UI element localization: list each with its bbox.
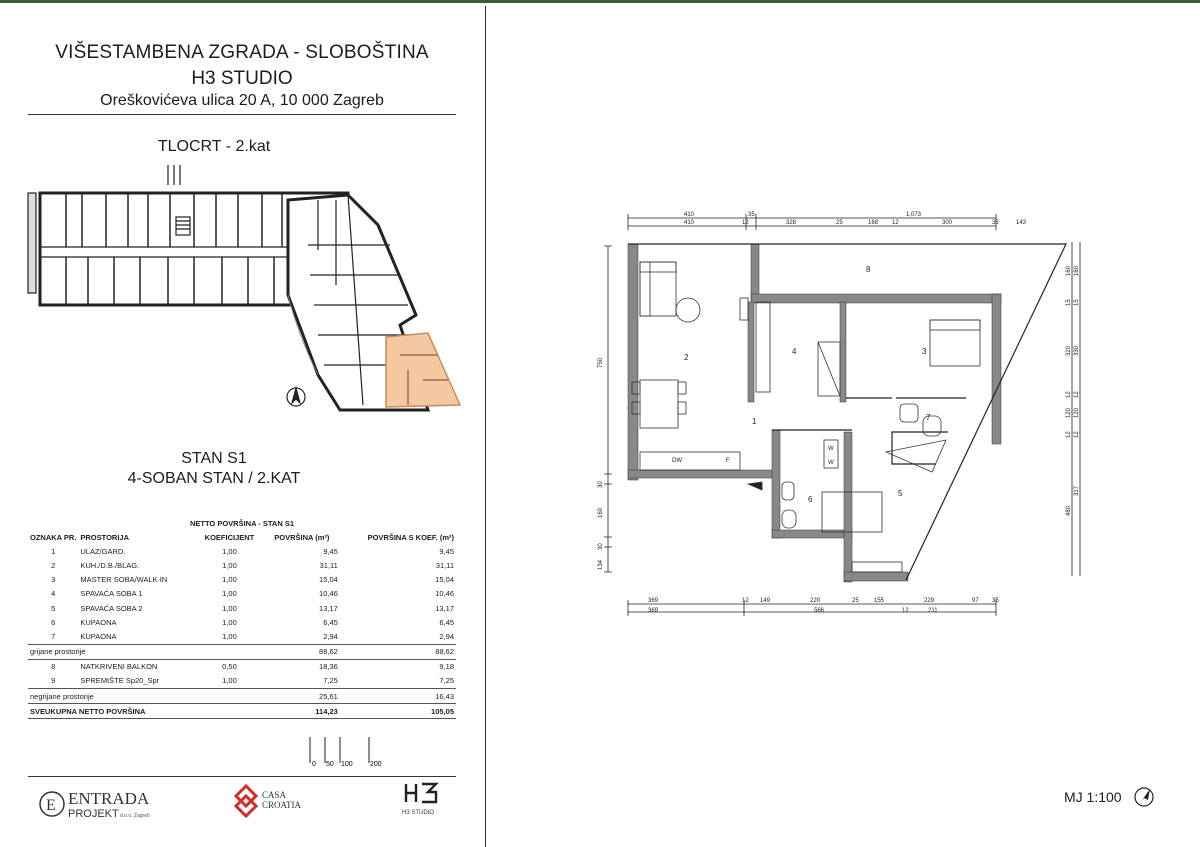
dim-label: 317 — [1074, 485, 1080, 496]
area-table — [28, 516, 456, 719]
table-row — [28, 674, 456, 689]
subtotal-row — [28, 689, 456, 704]
dim-label: 30 — [598, 543, 604, 550]
dim-label: 15 — [1074, 299, 1080, 306]
footer-rule — [28, 776, 456, 777]
row-number: 8 — [51, 662, 56, 672]
dim-label: 369 — [648, 608, 659, 614]
h3-text: H3 STUDIO — [402, 810, 435, 816]
area-value: 31,11 — [319, 560, 338, 570]
room-2-label: 2 — [684, 353, 689, 362]
room-name: KUH./D.B./BLAG. — [80, 560, 140, 570]
row-number: 6 — [51, 617, 56, 627]
h3-studio-logo — [398, 780, 448, 820]
coefficient: 1,00 — [222, 676, 237, 686]
area-value: 15,04 — [319, 575, 338, 585]
room-5-label: 5 — [898, 489, 903, 498]
scale-label: 200 — [370, 761, 382, 768]
entrada-logo — [38, 784, 168, 826]
room-name: MASTER SOBA/WALK IN — [80, 575, 168, 585]
dim-label: 12 — [1066, 391, 1072, 398]
area-value: 7,25 — [323, 676, 338, 686]
subtotal-row — [28, 644, 456, 659]
area-coef-value: 15,04 — [435, 575, 454, 585]
dim-label: 410 — [684, 220, 695, 226]
dim-label: 97 — [972, 598, 979, 604]
dim-label: 155 — [874, 598, 885, 604]
dim-label: 12 — [892, 220, 899, 226]
room-1-label: 1 — [752, 417, 757, 426]
area-coef-value: 16,43 — [340, 689, 456, 704]
row-number: 3 — [51, 575, 56, 585]
dim-label: 320 — [1066, 345, 1072, 356]
area-coef-value: 6,45 — [439, 617, 454, 627]
project-address: Oreškovićeva ulica 20 A, 10 000 Zagreb — [100, 92, 384, 109]
col-header: POVRŠINA S KOEF. (m²) — [367, 532, 454, 542]
area-value: 88,62 — [264, 644, 340, 659]
room-6-label: 6 — [808, 495, 813, 504]
dim-label: 25 — [852, 598, 859, 604]
area-value: 25,61 — [264, 689, 340, 704]
left-panel — [0, 0, 485, 847]
apartment-name: STAN S1 — [181, 450, 247, 467]
col-header: OZNAKA PR. — [30, 532, 77, 542]
area-coef-value: 88,62 — [340, 644, 456, 659]
col-header: PROSTORIJA — [80, 532, 130, 542]
dim-label: 120 — [1074, 407, 1080, 418]
dim-label: 35 — [992, 220, 999, 226]
scale-label: 50 — [326, 761, 334, 768]
room-7-label: 7 — [926, 413, 931, 422]
dim-label: 211 — [928, 608, 938, 614]
dim-label: 328 — [786, 220, 797, 226]
coefficient: 1,00 — [222, 603, 237, 613]
row-number: 1 — [51, 546, 56, 556]
area-coef-value: 9,18 — [439, 662, 454, 672]
area-coef-value: 13,17 — [435, 603, 454, 613]
dim-label: 25 — [836, 220, 843, 226]
room-name: ULAZ/GARD. — [80, 546, 126, 556]
room-3-label: 3 — [922, 347, 927, 356]
area-value: 10,46 — [319, 589, 338, 599]
dim-label: 229 — [924, 598, 935, 604]
page-divider — [485, 6, 486, 847]
dim-label: 168 — [868, 220, 879, 226]
fixture-w: W — [828, 446, 834, 452]
dim-label: 160 — [1074, 265, 1080, 276]
dim-label: 12 — [742, 220, 749, 226]
scale-label: 0 — [312, 761, 316, 768]
row-number: 9 — [51, 676, 56, 686]
header-rule — [28, 114, 456, 115]
entrada-name: ENTRADA — [68, 789, 150, 808]
dim-label: 12 — [902, 608, 909, 614]
table-row — [28, 587, 456, 601]
fixture-w: W — [828, 460, 834, 466]
north-arrow-icon — [1133, 786, 1157, 808]
project-title: VIŠESTAMBENA ZGRADA - SLOBOŠTINA — [55, 42, 429, 63]
dim-label: 160 — [1066, 265, 1072, 276]
area-coef-value: 105,05 — [340, 704, 456, 719]
dim-label: 369 — [648, 598, 659, 604]
coefficient: 1,00 — [222, 560, 237, 570]
coefficient: 1,00 — [222, 546, 237, 556]
keyplan-drawing — [18, 165, 478, 430]
casa-croatia-logo — [232, 780, 322, 824]
table-row — [28, 544, 456, 558]
dim-label: 12 — [742, 598, 749, 604]
table-caption: NETTO POVRŠINA - STAN S1 — [189, 518, 295, 528]
room-name: SPREMIŠTE Sp20_Spr — [80, 676, 160, 686]
dim-label: 410 — [684, 212, 695, 218]
entrada-sub: PROJEKT — [68, 808, 119, 820]
dim-label: 750 — [598, 357, 604, 368]
dim-label: 35 — [748, 212, 755, 218]
fixture-dw: DW — [672, 458, 682, 464]
row-number: 5 — [51, 603, 56, 613]
room-name: SPAVAĆA SOBA 2 — [80, 603, 143, 613]
coefficient: 1,00 — [222, 575, 237, 585]
dim-label: 12 — [1066, 431, 1072, 438]
room-8-label: 8 — [866, 265, 871, 274]
room-name: NATKRIVENI BALKON — [80, 662, 158, 672]
area-value: 114,23 — [264, 704, 340, 719]
dim-label: 12 — [1074, 391, 1080, 398]
col-header: KOEFICIJENT — [204, 532, 255, 542]
table-row — [28, 629, 456, 644]
table-row — [28, 558, 456, 572]
row-number: 4 — [51, 589, 56, 599]
area-value: 6,45 — [323, 617, 338, 627]
coefficient: 0,50 — [222, 662, 237, 672]
area-value: 9,45 — [323, 546, 338, 556]
dim-label: 12 — [1074, 431, 1080, 438]
area-coef-value: 9,45 — [439, 546, 454, 556]
scale-label: 100 — [341, 761, 353, 768]
svg-text:E: E — [46, 797, 56, 814]
dim-label: 134 — [598, 559, 604, 570]
table-row — [28, 601, 456, 615]
row-number: 7 — [51, 631, 56, 641]
scale-bar — [305, 735, 395, 771]
coefficient: 1,00 — [222, 631, 237, 641]
dim-label: 566 — [814, 608, 825, 614]
keyplan-title: TLOCRT - 2.kat — [157, 138, 271, 155]
area-value: 18,36 — [319, 662, 338, 672]
coefficient: 1,00 — [222, 617, 237, 627]
area-coef-value: 10,46 — [435, 589, 454, 599]
table-row — [28, 573, 456, 587]
casa-line1: CASA — [262, 790, 287, 800]
studio-name: H3 STUDIO — [191, 68, 293, 89]
area-coef-value: 31,11 — [435, 560, 454, 570]
casa-line2: CROATIA — [262, 800, 302, 810]
col-header: POVRŠINA (m²) — [274, 532, 330, 542]
table-row — [28, 615, 456, 629]
dim-label: 330 — [1074, 345, 1080, 356]
dim-label: 15 — [1066, 299, 1072, 306]
entrada-small: d.o.o. Zagreb — [120, 813, 150, 819]
fixture-f: F — [726, 458, 730, 464]
table-row — [28, 659, 456, 674]
dim-label: 300 — [942, 220, 953, 226]
dim-label: 30 — [598, 481, 604, 488]
dim-label: 220 — [810, 598, 821, 604]
dim-label: 480 — [1066, 505, 1072, 516]
apartment-type: 4-SOBAN STAN / 2.KAT — [127, 470, 301, 487]
dim-label: 1,073 — [906, 212, 922, 218]
area-value: 13,17 — [319, 603, 338, 613]
area-coef-value: 7,25 — [439, 676, 454, 686]
area-coef-value: 2,94 — [439, 631, 454, 641]
total-label: SVEUKUPNA NETTO POVRŠINA — [28, 704, 264, 719]
dim-label: 35 — [992, 598, 999, 604]
coefficient: 1,00 — [222, 589, 237, 599]
room-4-label: 4 — [792, 347, 797, 356]
floor-plan — [596, 202, 1080, 632]
area-value: 2,94 — [323, 631, 338, 641]
scale-label: MJ 1:100 — [1064, 789, 1122, 805]
room-name: KUPAONA — [80, 617, 117, 627]
dim-label: 143 — [1016, 220, 1027, 226]
row-number: 2 — [51, 560, 56, 570]
dim-label: 160 — [598, 507, 604, 518]
room-name: KUPAONA — [80, 631, 117, 641]
dim-label: 149 — [760, 598, 771, 604]
total-row — [28, 704, 456, 719]
room-name: SPAVAĆA SOBA 1 — [80, 589, 143, 599]
subtotal-label: grijane prostorije — [28, 644, 264, 659]
dim-label: 120 — [1066, 407, 1072, 418]
subtotal-label: negrijane prostorije — [28, 689, 264, 704]
